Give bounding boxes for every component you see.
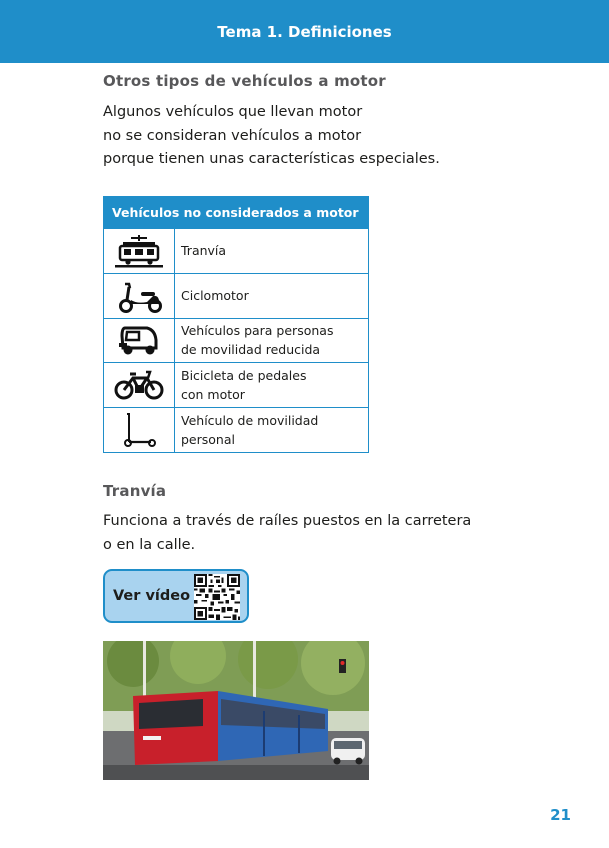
intro-line-2: no se consideran vehículos a motor <box>103 127 362 144</box>
row-label-line2: personal <box>181 432 235 448</box>
row-label-line1: Vehículos para personas <box>181 323 334 339</box>
watch-video-button[interactable] <box>103 569 249 623</box>
row-label-line1: Vehículo de movilidad <box>181 413 319 429</box>
tram-line-1: Funciona a través de raíles puestos en la carretera <box>103 513 472 529</box>
moped-icon <box>113 278 165 314</box>
row-label-line1: Tranvía <box>181 243 227 259</box>
page-header <box>0 0 609 63</box>
row-label-line2: con motor <box>181 387 245 403</box>
row-label-line1: Ciclomotor <box>181 288 249 304</box>
table-row <box>104 273 368 318</box>
tram-line-2: o en la calle. <box>103 536 196 553</box>
tram-icon <box>113 234 165 268</box>
page-number: 21 <box>550 806 571 824</box>
table-row <box>104 318 368 363</box>
microcar-icon <box>117 322 161 358</box>
table-row <box>104 228 368 273</box>
vehicles-table <box>103 196 369 453</box>
qr-code-icon[interactable] <box>194 574 240 620</box>
e-bike-icon <box>113 368 165 402</box>
table-header: Vehículos no considerados a motor <box>104 197 368 228</box>
watch-video-label: Ver vídeo <box>113 588 191 604</box>
section-title-otros: Otros tipos de vehículos a motor <box>103 72 386 90</box>
row-label-line1: Bicicleta de pedales <box>181 368 307 384</box>
table-row <box>104 362 368 407</box>
intro-line-1: Algunos vehículos que llevan motor <box>103 104 363 120</box>
section-title-tranvia: Tranvía <box>103 482 167 500</box>
scooter-icon <box>117 411 161 449</box>
intro-line-3: porque tienen unas características especiales. <box>103 151 440 167</box>
header-title: Tema 1. Definiciones <box>217 22 392 41</box>
table-row <box>104 407 368 452</box>
tram-photo <box>103 641 369 780</box>
row-label-line2: de movilidad reducida <box>181 342 321 358</box>
